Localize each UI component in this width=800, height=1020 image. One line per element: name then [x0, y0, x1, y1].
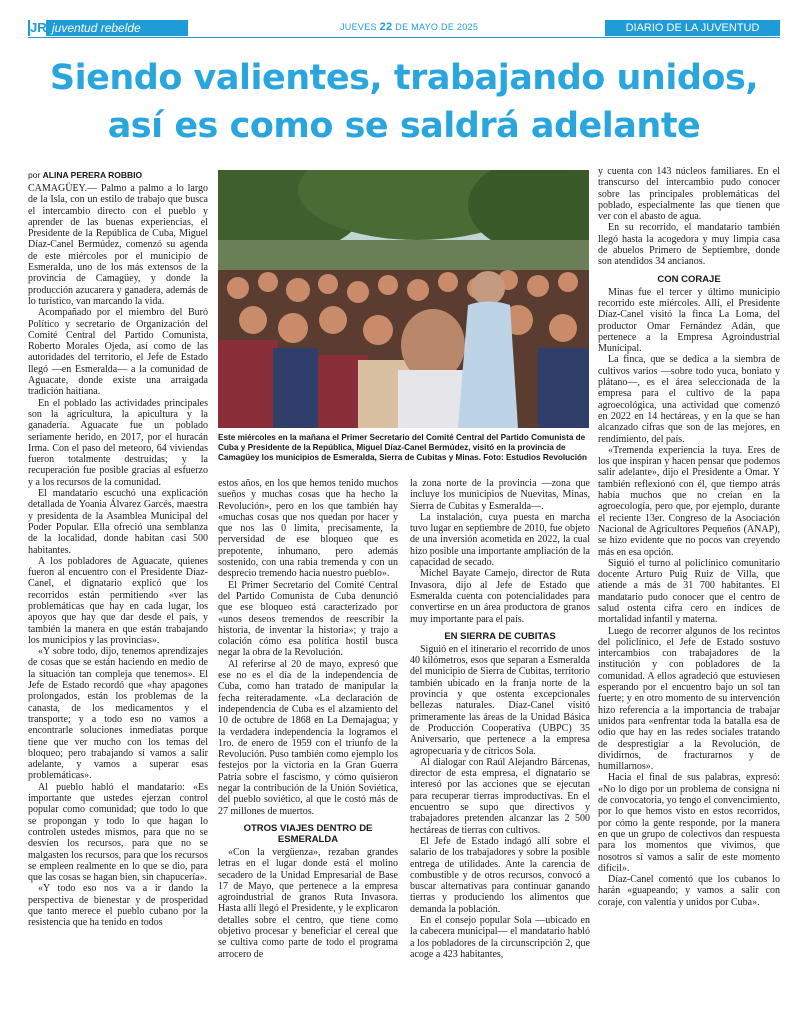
paragraph: En el consejo popular Sola —ubicado en la cabecera municipal— el mandatario habló a los pobladores de la circunscripción 2, que acoge a 423 habitantes, [410, 914, 590, 960]
headline-line-1: Siendo valientes, trabajando unidos, [49, 58, 759, 98]
paragraph: Luego de recorrer algunos de los recintos del policlínico, el Jefe de Estado sostuvo intercambios con trabajadores de la institución y con pobladores de la comunidad. A ellos agradeció que estuviesen esperando por el encuentro bajo un sol tan fuerte; y en otro momento de su intervención hizo referencia a la importancia de trabajar unidos para «enfrentar toda la batalla esa de odio que hay en las redes sociales tratando de desprestigiar a la Revolución, de dividirnos, de fracturarnos y de humillarnos». [598, 625, 780, 773]
paragraph: Díaz-Canel comentó que los cubanos lo harán «guapeando; y vamos a salir con coraje, con valentía y unidos por Cuba». [598, 874, 780, 908]
newspaper-name: juventud rebelde [52, 21, 141, 35]
paragraph: En su recorrido, el mandatario también llegó hasta la acogedora y muy limpia casa de abuelos Primero de Septiembre, donde son atendidos 34 ancianos. [598, 222, 780, 268]
paragraph: Al pueblo habló el mandatario: «Es importante que ustedes ejerzan control popular como comunidad; que todo lo que se propongan y todo lo que hagan lo controlen ustedes mismos, para que no se desvíen los recursos, para que no se malgasten los recursos, para que los recursos se empleen realmente en lo que se dio, para que las cosas se hagan bien, sin chapucería». [28, 781, 208, 884]
issue-date: JUEVES 22 DE MAYO DE 2025 [340, 21, 479, 33]
paragraph: El mandatario escuchó una explicación detallada de Yoania Álvarez Garcés, maestra y presidenta de la Asamblea Municipal del Poder Popular. Ella ofreció una semblanza de la localidad, donde habitan casi 500 habitantes. [28, 488, 208, 556]
paragraph: Al referirse al 20 de mayo, expresó que ese no es el día de la independencia de Cuba, como han tratado de manipular la fecha reiteradamente. «La declaración de independencia de Cuba es el alzamiento del 10 de octubre de 1868 en La Demajagua; y la verdadera independencia la logramos el 1ro. de enero de 1959 con el triunfo de la Revolución. Puso también como ejemplo los festejos por la victoria en la Gran Guerra Patria sobre el fascismo, y cómo quisieron negar la contribución de la Unión Soviética, del pueblo soviético, al que le costó más de 27 millones de muertos. [218, 658, 398, 817]
paragraph: estos años, en los que hemos tenido muchos sueños y muchas cosas que ha hecho la Revolución», pero en los que también hay «muchas cosas que nos quedan por hacer y que nos las 0 limita, precisamente, la perversidad de ese bloqueo que es prepotente, inhumano, pero además sostenido, con una rabia tremenda y con un desprecio tremendo hacia nuestro pueblo». [218, 478, 398, 580]
paragraph: la zona norte de la provincia —zona que incluye los municipios de Nuevitas, Minas, Sierra de Cubitas y Esmeralda—. [410, 478, 590, 512]
article-column-3 [410, 478, 590, 960]
paragraph: Acompañado por el miembro del Buró Político y secretario de Organización del Comité Central del Partido Comunista, Roberto Morales Ojeda, así como de las autoridades del territorio, el Jefe de Estado llegó —en Esmeralda— a la comunidad de Aguacate, donde existe una arraigada tradición haitiana. [28, 307, 208, 398]
paragraph: «Con la vergüenza», rezaban grandes letras en el lugar donde está el molino secadero de la Unidad Empresarial de Base 17 de Mayo, que pertenece a la empresa agroindustrial de granos Ruta Invasora. Hasta allí llegó el Presidente, y le explicaron detalles sobre el centro, que tiene como objetivo procesar y beneficiar el cereal que se cultiva como parte de todo el programa arrocero de [218, 846, 398, 960]
paragraph: A los pobladores de Aguacate, quienes fueron al encuentro con el Presidente Díaz-Canel, el dignatario explicó que los recorridos están permitiendo «ver las problemáticas que hay en cada lugar, los apoyos que hay que dar desde el país, y también la manera en que están trabajando los municipios y las provincias». [28, 555, 208, 646]
paragraph: Minas fue el tercer y último municipio recorrido este miércoles. Allí, el Presidente Díaz-Canel visitó la finca La Loma, del productor Omar Fernández Adán, que pertenece a la Empresa Agroindustrial Municipal. [598, 286, 780, 355]
paragraph: Siguió el turno al policlínico comunitario docente Arturo Puig Ruiz de Villa, que atiende a más de 31 700 habitantes. El mandatario pudo conocer que el centro de salud ostenta cifra cero en índices de mortalidad infantil y materna. [598, 557, 780, 626]
article-column-1 [28, 183, 208, 929]
header-rule [28, 37, 780, 38]
paragraph: «Y todo eso nos va a ir dando la perspectiva de bienestar y de prosperidad que tanto merece el pueblo cubano por la resistencia que ha tenido en todos [28, 883, 208, 929]
paragraph: Michel Bayate Camejo, director de Ruta Invasora, dijo al Jefe de Estado que Esmeralda cuenta con potencialidades para convertirse en un área productora de granos muy importante para el país. [410, 568, 590, 625]
headline-line-2: así es como se saldrá adelante [107, 106, 701, 146]
article-column-2 [218, 478, 398, 960]
article-column-4 [598, 166, 780, 908]
paragraph: La finca, que se dedica a la siembra de cultivos varios —sobre todo yuca, boniato y plátano—, es el área seleccionada de la empresa para el cultivo de la papa agroecológica, una actividad que comenzó en 2022 en 14 hectáreas, y en la que se han alcanzado cifras que son de las mejores, en rendimiento, del país. [598, 354, 780, 445]
paragraph: Hacia el final de sus palabras, expresó: «No lo digo por un problema de consigna ni de convocatoria, yo tengo el convencimiento, por lo que hemos visto en estos recorridos, por cómo la gente responde, por la manera en que un grupo de colectivos dan respuesta para los momentos que vivimos, que nosotros sí vamos a salir de este momento difícil». [598, 772, 780, 874]
subheading-sierra-de-cubitas: EN SIERRA DE CUBITAS [444, 630, 556, 642]
subheading-con-coraje: CON CORAJE [657, 273, 721, 285]
author-name: ALINA PERERA ROBBIO [42, 170, 143, 180]
paragraph: Siguió en el itinerario el recorrido de unos 40 kilómetros, esos que separan a Esmeralda del municipio de Sierra de Cubitas, territorio también ubicado en la franja norte de la provincia y que ostenta excepcionales bellezas naturales. Díaz-Canel visitó primeramente las áreas de la Unidad Básica de Producción Cooperativa (UBPC) 35 Aniversario, que pertenece a la empresa agropecuaria y de cítricos Sola. [410, 643, 590, 757]
newspaper-tagline: DIARIO DE LA JUVENTUD CUBANA [625, 22, 760, 50]
photo-caption: Este miércoles en la mañana el Primer Secretario del Comité Central del Partido Comunista de Cuba y Presidente de la República, Miguel Díaz-Canel Bermúdez, visitó en la provincia de Camagüey los municipios de Esmeralda, Sierra de Cubitas y Minas. Foto: Estudios Revolución [218, 433, 587, 463]
byline: por ALINA PERERA ROBBIO [28, 170, 143, 180]
crowd-photo-illustration [218, 170, 589, 428]
headline [28, 54, 780, 150]
paragraph: «Y sobre todo, dijo, tenemos aprendizajes de cosas que se están haciendo en medio de la situación tan compleja que tenemos». El Jefe de Estado recordó que «hay apagones prolongados, están los problemas de la canasta, de los medicamentos y el transporte; y a todo eso no vamos a encontrarle soluciones inmediatas porque tiene que ver mucho con los temas del bloqueo; pero trabajando sí vamos a salir adelante, y vamos a superar esas problemáticas». [28, 646, 208, 782]
paragraph: El Primer Secretario del Comité Central del Partido Comunista de Cuba denunció que ese bloqueo está caracterizado por «unos deseos tremendos de reescribir la historia, de inventar la historia»; y trajo a colación cómo esa política hostil busca negar la obra de la Revolución. [218, 579, 398, 659]
subheading-otros-viajes: OTROS VIAJES DENTRO DE ESMERALDA [243, 822, 373, 845]
paragraph: Al dialogar con Raúl Alejandro Bárcenas, director de esta empresa, el dignatario se interesó por las acciones que se ejecutan para recuperar tierras improductivas. En el encuentro se supo que directivos y trabajadores pretenden alcanzar las 2 500 hectáreas de tierras con cultivos. [410, 756, 590, 836]
paragraph: «Tremenda experiencia la tuya. Eres de los que inspiran y hacen pensar que podemos salir adelante», dijo el Presidente a Omar. Y también reflexionó con él, que tiempo atrás había muchos que no creían en la agroecología, pero que, por ejemplo, durante el reciente 13er. Congreso de la Asociación Nacional de Agricultores Pequeños (ANAP), se hizo evidente que no pocos van creyendo más en esa opción. [598, 444, 780, 558]
paragraph: CAMAGÜEY.— Palmo a palmo a lo largo de la Isla, con un estilo de trabajo que busca el intercambio directo con el pueblo y aprender de las buenas experiencias, el Presidente de la República de Cuba, Miguel Díaz-Canel Bermúdez, comenzó su agenda de este miércoles por el municipio de Esmeralda, uno de los más extensos de la provincia de Camagüey, y donde la producción azucarera y ganadera, además de lo turístico, van marcando la vida. [28, 183, 208, 307]
paragraph: En el poblado las actividades principales son la agricultura, la apicultura y la ganadería. Aguacate fue un poblado seriamente herido, en 2017, por el huracán Irma. Con el paso del meteoro, 64 viviendas fueron totalmente destruidas; y la recuperación fue posible gracias al esfuerzo y a los recursos de la comunidad. [28, 397, 208, 488]
paragraph: El Jefe de Estado indagó allí sobre el salario de los trabajadores y sobre la posible entrega de utilidades. Ante la carencia de combustible y de otros recursos, convocó a buscar alternativas para continuar ganando tierras y produciendo los alimentos que demanda la población. [410, 835, 590, 915]
jr-logo: JR [30, 20, 47, 35]
paragraph: La instalación, cuya puesta en marcha tuvo lugar en septiembre de 2010, fue objeto de una inversión acometida en 2022, la cual hizo posible una importante ampliación de la capacidad de secado. [410, 511, 590, 569]
page-header [0, 0, 800, 50]
news-photo [218, 170, 589, 428]
paragraph: y cuenta con 143 núcleos familiares. En el transcurso del intercambio pudo conocer sobre las principales problemáticas del poblado, especialmente las que tienen que ver con el abasto de agua. [598, 166, 780, 223]
